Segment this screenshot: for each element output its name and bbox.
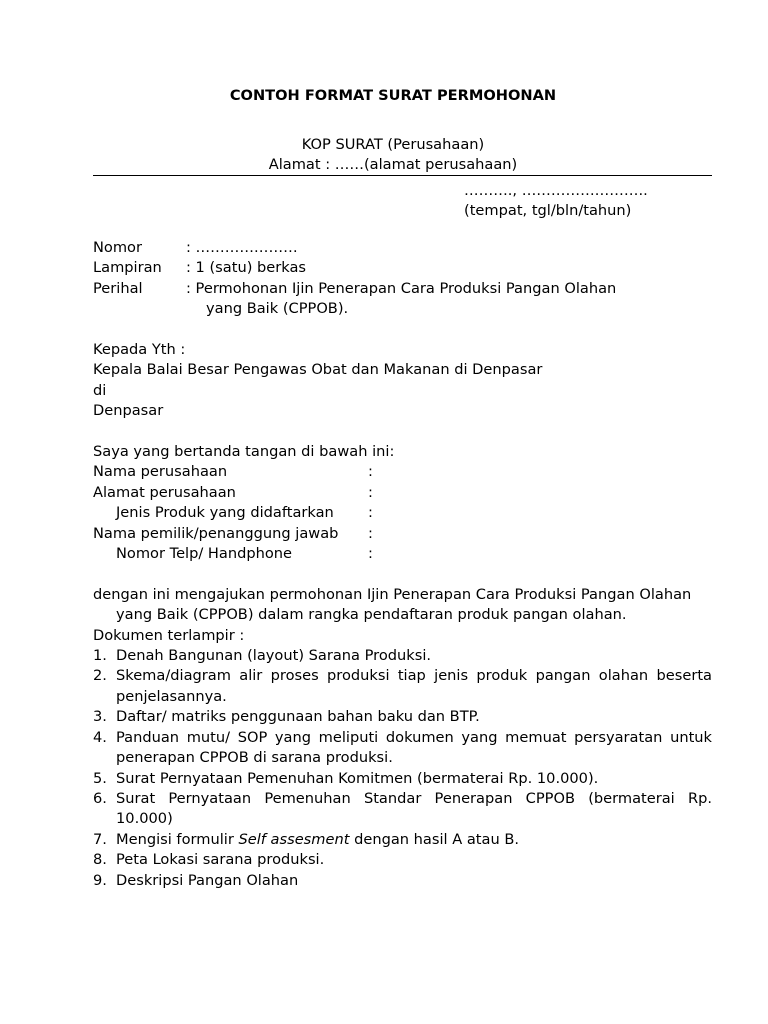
lampiran-value: : 1 (satu) berkas	[186, 259, 307, 277]
docs-list	[93, 646, 712, 891]
perihal-row	[93, 279, 712, 299]
list-text: Deskripsi Pangan Olahan	[116, 871, 299, 889]
list-number: 6.	[93, 789, 107, 807]
list-text: Peta Lokasi sarana produksi.	[116, 851, 325, 869]
list-number: 9.	[93, 871, 107, 889]
list-text: Panduan mutu/ SOP yang meliputi dokumen yang memuat persyaratan untuk penerapan CPPOB di sarana produksi.	[116, 728, 712, 767]
list-item	[93, 830, 712, 850]
list-text: Skema/diagram alir proses produksi tiap jenis produk pangan olahan beserta penjelasannya.	[116, 667, 712, 705]
list-item	[93, 646, 712, 666]
perihal-row-cont	[93, 299, 712, 319]
list-item	[93, 871, 712, 891]
letterhead-divider	[93, 175, 712, 176]
docs-heading: Dokumen terlampir :	[93, 626, 245, 644]
lampiran-label: Lampiran	[93, 259, 162, 277]
field-colon: :	[368, 483, 373, 501]
letterhead-company: KOP SURAT (Perusahaan)	[301, 136, 485, 153]
list-text: Surat Pernyataan Pemenuhan Standar Penerapan CPPOB (bermaterai Rp. 10.000)	[116, 789, 712, 828]
list-item	[93, 789, 712, 830]
list-item	[93, 728, 712, 769]
spacer	[93, 320, 712, 340]
recipient-city: Denpasar	[93, 402, 164, 420]
list-number: 5.	[93, 769, 107, 787]
recipient-di: di	[93, 381, 107, 399]
recipient-greeting: Kepada Yth :	[93, 341, 186, 359]
field-colon: :	[368, 545, 373, 563]
list-number: 2.	[93, 667, 107, 685]
nomor-value: : …………………	[186, 239, 298, 256]
document-title: CONTOH FORMAT SURAT PERMOHONAN	[229, 87, 557, 104]
field-row	[93, 524, 712, 544]
field-colon: :	[368, 524, 373, 542]
letterhead-address: Alamat : ……(alamat perusahaan)	[268, 156, 518, 174]
nomor-row	[93, 238, 712, 258]
letterhead	[0, 135, 768, 176]
perihal-value: : Permohonan Ijin Penerapan Cara Produksi Pangan Olahan	[186, 279, 617, 297]
spacer	[93, 564, 712, 584]
field-colon: :	[368, 463, 373, 481]
field-row	[93, 544, 712, 564]
lampiran-row	[93, 258, 712, 278]
list-text: Surat Pernyataan Pemenuhan Komitmen (bermaterai Rp. 10.000).	[116, 769, 599, 787]
field-label: Nama pemilik/penanggung jawab	[93, 524, 339, 542]
perihal-value-cont: yang Baik (CPPOB).	[206, 300, 349, 318]
list-number: 1.	[93, 647, 107, 665]
list-number: 3.	[93, 708, 107, 726]
field-label: Alamat perusahaan	[93, 483, 236, 501]
field-label: Nama perusahaan	[93, 463, 228, 481]
nomor-label: Nomor	[93, 239, 142, 256]
list-text-italic: Self assesment	[238, 830, 350, 848]
recipient-name: Kepala Balai Besar Pengawas Obat dan Makanan di Denpasar	[93, 361, 543, 379]
statement-paragraph: dengan ini mengajukan permohonan Ijin Penerapan Cara Produksi Pangan Olahan yang Baik (CPPOB) dalam rangka pendaftaran produk pangan olahan.	[93, 585, 692, 624]
field-label: Nomor Telp/ Handphone	[116, 545, 293, 563]
list-item	[93, 707, 712, 727]
spacer	[93, 422, 712, 442]
field-row	[93, 503, 712, 523]
place-date	[464, 181, 648, 222]
field-row	[93, 483, 712, 503]
list-item	[93, 666, 712, 707]
perihal-label: Perihal	[93, 279, 143, 297]
field-colon: :	[368, 504, 373, 522]
letter-body	[93, 238, 712, 891]
list-item	[93, 769, 712, 789]
place-date-hint: (tempat, tgl/bln/tahun)	[464, 202, 632, 220]
list-item	[93, 850, 712, 870]
list-text-post: dengan hasil A atau B.	[349, 830, 519, 848]
list-text: Daftar/ matriks penggunaan bahan baku dan BTP.	[116, 708, 480, 726]
list-number: 7.	[93, 830, 107, 848]
list-text: Denah Bangunan (layout) Sarana Produksi.	[116, 647, 432, 665]
field-label: Jenis Produk yang didaftarkan	[116, 504, 334, 522]
list-text	[116, 830, 712, 850]
list-number: 8.	[93, 851, 107, 869]
place-date-blank: ………., ……………………..	[464, 182, 648, 199]
field-row	[93, 462, 712, 482]
intro-text: Saya yang bertanda tangan di bawah ini:	[93, 443, 395, 461]
list-number: 4.	[93, 728, 107, 746]
perihal-spacer	[93, 299, 186, 319]
list-text-pre: Mengisi formulir	[116, 830, 239, 848]
